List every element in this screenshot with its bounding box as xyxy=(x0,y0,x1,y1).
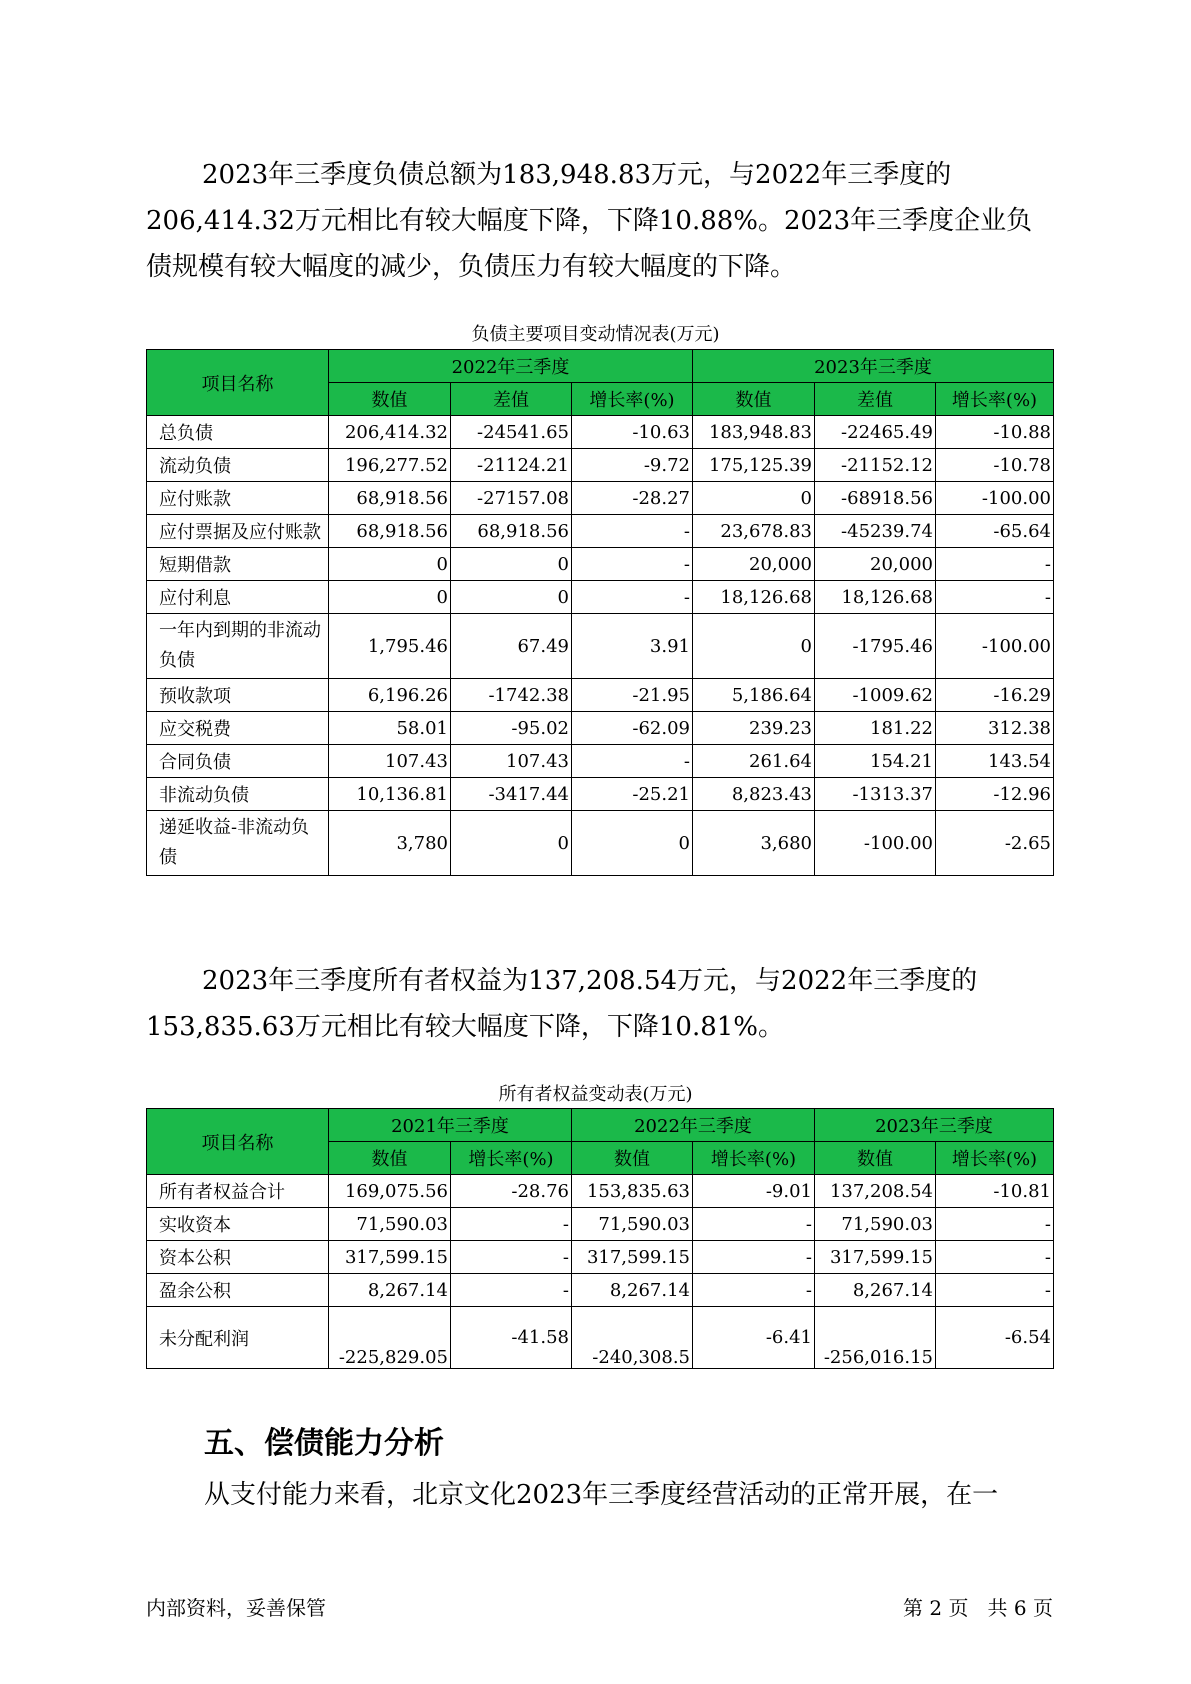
equity-table xyxy=(146,1108,1054,1369)
table-row xyxy=(147,548,1054,581)
table-cell: - xyxy=(936,1241,1054,1274)
liabilities-table xyxy=(146,349,1054,876)
paragraph-payment: 从支付能力来看，北京文化2023年三季度经营活动的正常开展，在一 xyxy=(204,1480,999,1510)
row-label: 应交税费 xyxy=(147,712,329,745)
row-label: 盈余公积 xyxy=(147,1274,329,1307)
table1-caption: 负债主要项目变动情况表(万元) xyxy=(471,324,720,345)
table-cell: - xyxy=(936,581,1054,614)
table-cell: -100.00 xyxy=(936,614,1054,679)
table-cell: -240,308.5 xyxy=(572,1307,693,1369)
table-cell: -28.27 xyxy=(572,482,693,515)
table-cell: -16.29 xyxy=(936,679,1054,712)
table-cell: -95.02 xyxy=(451,712,572,745)
table-cell: -6.41 xyxy=(693,1307,815,1369)
header-item-name: 项目名称 xyxy=(147,1109,329,1175)
table-cell: 0 xyxy=(451,811,572,876)
table-cell: 0 xyxy=(572,811,693,876)
table-cell: 196,277.52 xyxy=(329,449,451,482)
row-label: 递延收益-非流动负债 xyxy=(147,811,329,876)
row-label: 应付账款 xyxy=(147,482,329,515)
table-cell: 206,414.32 xyxy=(329,416,451,449)
table-row xyxy=(147,712,1054,745)
table-cell: 67.49 xyxy=(451,614,572,679)
table-cell: -25.21 xyxy=(572,778,693,811)
table-cell: 143.54 xyxy=(936,745,1054,778)
table-cell: -21.95 xyxy=(572,679,693,712)
subheader-value: 数值 xyxy=(815,1142,936,1175)
table-row xyxy=(147,1307,1054,1369)
table-row xyxy=(147,1241,1054,1274)
table-cell: - xyxy=(451,1274,572,1307)
row-label: 流动负债 xyxy=(147,449,329,482)
table-cell: -68918.56 xyxy=(815,482,936,515)
table-cell: 3,780 xyxy=(329,811,451,876)
table-cell: 137,208.54 xyxy=(815,1175,936,1208)
row-label: 应付票据及应付账款 xyxy=(147,515,329,548)
table-cell: -1795.46 xyxy=(815,614,936,679)
table-row xyxy=(147,1208,1054,1241)
header-group-2023: 2023年三季度 xyxy=(815,1109,1054,1142)
subheader-value: 数值 xyxy=(329,1142,451,1175)
table-cell: -22465.49 xyxy=(815,416,936,449)
table-row xyxy=(147,1274,1054,1307)
table-cell: 169,075.56 xyxy=(329,1175,451,1208)
table-cell: 107.43 xyxy=(451,745,572,778)
table-cell: -3417.44 xyxy=(451,778,572,811)
header-group-2021: 2021年三季度 xyxy=(329,1109,572,1142)
subheader-growth: 增长率(%) xyxy=(936,1142,1054,1175)
table-cell: 68,918.56 xyxy=(451,515,572,548)
table-cell: -65.64 xyxy=(936,515,1054,548)
table-row xyxy=(147,745,1054,778)
table-row xyxy=(147,416,1054,449)
table-cell: 183,948.83 xyxy=(693,416,815,449)
table-cell: - xyxy=(572,548,693,581)
table-row xyxy=(147,614,1054,679)
row-label: 应付利息 xyxy=(147,581,329,614)
subheader-growth: 增长率(%) xyxy=(451,1142,572,1175)
table-cell: 175,125.39 xyxy=(693,449,815,482)
row-label: 未分配利润 xyxy=(147,1307,329,1369)
table-cell: 0 xyxy=(451,548,572,581)
footer-page-number: 第 2 页 共 6 页 xyxy=(903,1596,1053,1620)
table-cell: 23,678.83 xyxy=(693,515,815,548)
table-cell: 6,196.26 xyxy=(329,679,451,712)
table-cell: -1009.62 xyxy=(815,679,936,712)
subheader-value: 数值 xyxy=(693,383,815,416)
table-cell: - xyxy=(936,1274,1054,1307)
table-cell: -100.00 xyxy=(936,482,1054,515)
table-cell: -9.72 xyxy=(572,449,693,482)
table-cell: 18,126.68 xyxy=(693,581,815,614)
table-cell: -21124.21 xyxy=(451,449,572,482)
table-cell: - xyxy=(693,1274,815,1307)
subheader-value: 数值 xyxy=(572,1142,693,1175)
table-row xyxy=(147,679,1054,712)
table-cell: - xyxy=(572,745,693,778)
table-row xyxy=(147,1175,1054,1208)
table-row xyxy=(147,482,1054,515)
table-cell: -100.00 xyxy=(815,811,936,876)
table-cell: 181.22 xyxy=(815,712,936,745)
header-group-2022: 2022年三季度 xyxy=(329,350,693,383)
table-cell: - xyxy=(693,1208,815,1241)
table-cell: -10.63 xyxy=(572,416,693,449)
subheader-value: 数值 xyxy=(329,383,451,416)
table-cell: 317,599.15 xyxy=(329,1241,451,1274)
table-cell: -225,829.05 xyxy=(329,1307,451,1369)
table-cell: 8,267.14 xyxy=(815,1274,936,1307)
subheader-growth: 增长率(%) xyxy=(693,1142,815,1175)
row-label: 非流动负债 xyxy=(147,778,329,811)
table-cell: -10.81 xyxy=(936,1175,1054,1208)
table-cell: -10.78 xyxy=(936,449,1054,482)
table-cell: 58.01 xyxy=(329,712,451,745)
table-cell: 5,186.64 xyxy=(693,679,815,712)
table-cell: 3.91 xyxy=(572,614,693,679)
table-cell: -62.09 xyxy=(572,712,693,745)
row-label: 资本公积 xyxy=(147,1241,329,1274)
table-cell: 0 xyxy=(693,614,815,679)
row-label: 总负债 xyxy=(147,416,329,449)
table2-body xyxy=(147,1175,1054,1369)
table-cell: -10.88 xyxy=(936,416,1054,449)
row-label: 预收款项 xyxy=(147,679,329,712)
table-row xyxy=(147,581,1054,614)
table-cell: 107.43 xyxy=(329,745,451,778)
row-label: 实收资本 xyxy=(147,1208,329,1241)
table-cell: -1742.38 xyxy=(451,679,572,712)
table-cell: 8,267.14 xyxy=(329,1274,451,1307)
table-cell: - xyxy=(936,548,1054,581)
table-cell: -41.58 xyxy=(451,1307,572,1369)
table-cell: - xyxy=(936,1208,1054,1241)
table-cell: 8,823.43 xyxy=(693,778,815,811)
table-cell: - xyxy=(451,1208,572,1241)
table-cell: -28.76 xyxy=(451,1175,572,1208)
subheader-diff: 差值 xyxy=(451,383,572,416)
table-cell: -24541.65 xyxy=(451,416,572,449)
table-cell: -9.01 xyxy=(693,1175,815,1208)
table-cell: 68,918.56 xyxy=(329,515,451,548)
table-cell: 0 xyxy=(329,581,451,614)
row-label: 合同负债 xyxy=(147,745,329,778)
row-label: 所有者权益合计 xyxy=(147,1175,329,1208)
table-cell: 317,599.15 xyxy=(815,1241,936,1274)
table-row xyxy=(147,449,1054,482)
table-cell: 8,267.14 xyxy=(572,1274,693,1307)
paragraph-liabilities: 2023年三季度负债总额为183,948.83万元，与2022年三季度的206,414.32万元相比有较大幅度下降，下降10.88%。2023年三季度企业负债规模有较大幅度的减少，负债压力有较大幅度的下降。 xyxy=(146,160,1033,282)
table-cell: 3,680 xyxy=(693,811,815,876)
table2-caption: 所有者权益变动表(万元) xyxy=(498,1084,693,1105)
table-cell: - xyxy=(693,1241,815,1274)
row-label: 短期借款 xyxy=(147,548,329,581)
table-cell: -2.65 xyxy=(936,811,1054,876)
table-cell: 0 xyxy=(329,548,451,581)
table-cell: 317,599.15 xyxy=(572,1241,693,1274)
table-cell: - xyxy=(451,1241,572,1274)
table-cell: -45239.74 xyxy=(815,515,936,548)
table-cell: -6.54 xyxy=(936,1307,1054,1369)
header-item-name: 项目名称 xyxy=(147,350,329,416)
paragraph-equity: 2023年三季度所有者权益为137,208.54万元，与2022年三季度的153,835.63万元相比有较大幅度下降，下降10.81%。 xyxy=(146,966,978,1042)
table1-body xyxy=(147,416,1054,876)
table-cell: 239.23 xyxy=(693,712,815,745)
table-cell: -12.96 xyxy=(936,778,1054,811)
table-cell: 1,795.46 xyxy=(329,614,451,679)
table-cell: 68,918.56 xyxy=(329,482,451,515)
table-cell: 71,590.03 xyxy=(815,1208,936,1241)
table-cell: -27157.08 xyxy=(451,482,572,515)
table-row xyxy=(147,778,1054,811)
table-cell: 312.38 xyxy=(936,712,1054,745)
table-cell: -256,016.15 xyxy=(815,1307,936,1369)
table-cell: 261.64 xyxy=(693,745,815,778)
table-cell: - xyxy=(572,515,693,548)
table-cell: -21152.12 xyxy=(815,449,936,482)
subheader-growth: 增长率(%) xyxy=(572,383,693,416)
header-group-2023: 2023年三季度 xyxy=(693,350,1054,383)
table-cell: -1313.37 xyxy=(815,778,936,811)
section-heading: 五、偿债能力分析 xyxy=(204,1426,444,1461)
table-cell: 153,835.63 xyxy=(572,1175,693,1208)
subheader-growth: 增长率(%) xyxy=(936,383,1054,416)
table-cell: - xyxy=(572,581,693,614)
table-cell: 71,590.03 xyxy=(329,1208,451,1241)
table-cell: 18,126.68 xyxy=(815,581,936,614)
table-cell: 0 xyxy=(693,482,815,515)
subheader-diff: 差值 xyxy=(815,383,936,416)
table-cell: 20,000 xyxy=(815,548,936,581)
table-cell: 154.21 xyxy=(815,745,936,778)
row-label: 一年内到期的非流动负债 xyxy=(147,614,329,679)
table-cell: 10,136.81 xyxy=(329,778,451,811)
table-row xyxy=(147,515,1054,548)
header-group-2022: 2022年三季度 xyxy=(572,1109,815,1142)
table-cell: 71,590.03 xyxy=(572,1208,693,1241)
table-cell: 20,000 xyxy=(693,548,815,581)
footer-confidential: 内部资料，妥善保管 xyxy=(146,1596,326,1620)
table-row xyxy=(147,811,1054,876)
table-cell: 0 xyxy=(451,581,572,614)
